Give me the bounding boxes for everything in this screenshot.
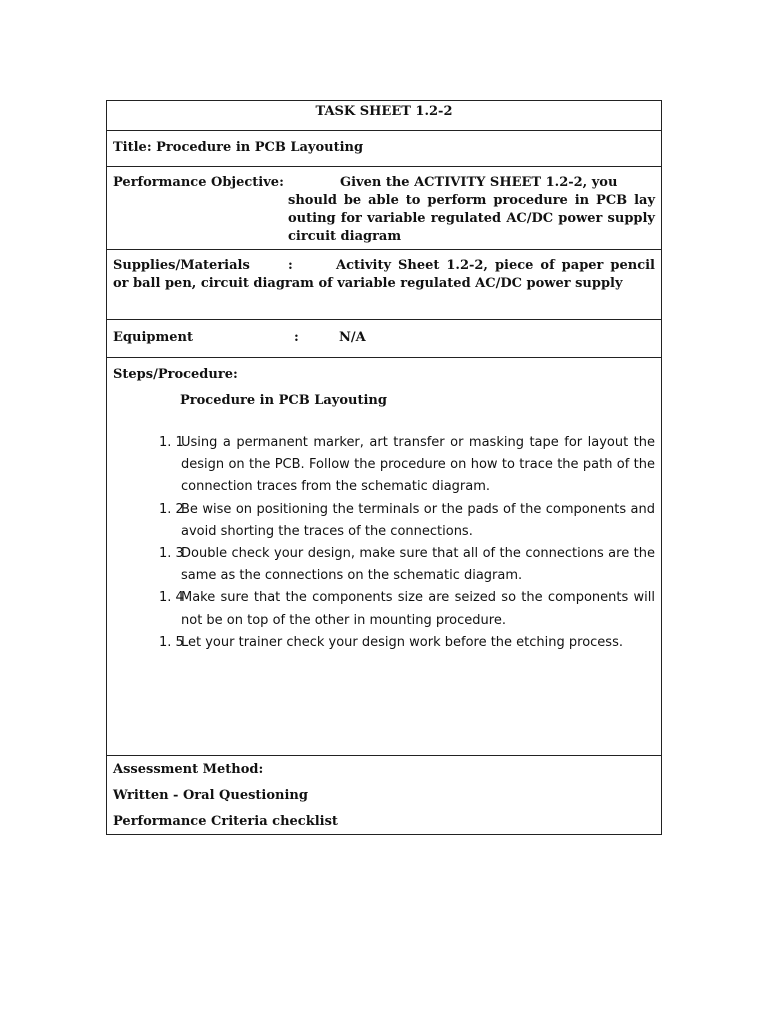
supplies-materials-row: [107, 250, 661, 320]
steps-list: [113, 432, 655, 654]
step-item: [113, 587, 655, 631]
step-text: Using a permanent marker, art transfer or masking tape for layout the design on the PCB. Follow the procedure on how to trace the path of the connection traces from the schematic diagram.: [181, 435, 655, 495]
objective-text-line1: Given the ACTIVITY SHEET 1.2-2, you: [340, 175, 618, 190]
step-number: 1. 4: [159, 590, 184, 606]
step-number: 1. 5: [159, 634, 184, 650]
step-text: Let your trainer check your design work before the etching process.: [181, 634, 623, 650]
task-sheet-number: TASK SHEET 1.2-2: [315, 104, 453, 119]
assessment-method-1: Written - Oral Questioning: [113, 788, 308, 803]
step-text: Make sure that the components size are seized so the components will not be on top of the other in mounting procedure.: [181, 590, 655, 628]
assessment-heading: Assessment Method:: [113, 762, 264, 777]
supplies-text: Activity Sheet 1.2-2, piece of paper pencil or ball pen, circuit diagram of variable regulated AC/DC power supply: [113, 258, 655, 291]
supplies-label: Supplies/Materials: [113, 258, 250, 273]
task-sheet-header: [107, 101, 661, 131]
step-item: [113, 632, 655, 654]
performance-objective-label: Performance Objective:: [113, 175, 284, 190]
equipment-value: N/A: [339, 330, 366, 345]
performance-objective-text: [288, 174, 655, 246]
step-number: 1. 1: [159, 435, 184, 450]
objective-text-rest: should be able to perform procedure in PCB lay outing for variable regulated AC/DC power supply circuit diagram: [288, 193, 655, 244]
step-item: [113, 432, 655, 499]
title-row: [107, 131, 661, 167]
step-item: [113, 499, 655, 543]
steps-subheading: Procedure in PCB Layouting: [180, 393, 387, 408]
steps-heading: Steps/Procedure:: [113, 367, 238, 382]
supplies-colon: :: [288, 258, 293, 273]
step-item: [113, 543, 655, 587]
task-sheet-table: [106, 100, 662, 835]
equipment-row: [107, 320, 661, 358]
step-text: Double check your design, make sure that all of the connections are the same as the connections on the schematic diagram.: [181, 546, 655, 584]
assessment-method-2: Performance Criteria checklist: [113, 814, 338, 829]
steps-procedure-row: [107, 358, 661, 756]
equipment-colon: :: [294, 330, 299, 345]
performance-objective-row: [107, 167, 661, 250]
step-number: 1. 3: [159, 546, 184, 562]
assessment-row: [107, 756, 661, 834]
title-text: Title: Procedure in PCB Layouting: [113, 140, 364, 155]
step-text: Be wise on positioning the terminals or the pads of the components and avoid shorting the traces of the connections.: [181, 501, 655, 539]
step-number: 1. 2: [159, 501, 184, 517]
equipment-label: Equipment: [113, 330, 193, 345]
